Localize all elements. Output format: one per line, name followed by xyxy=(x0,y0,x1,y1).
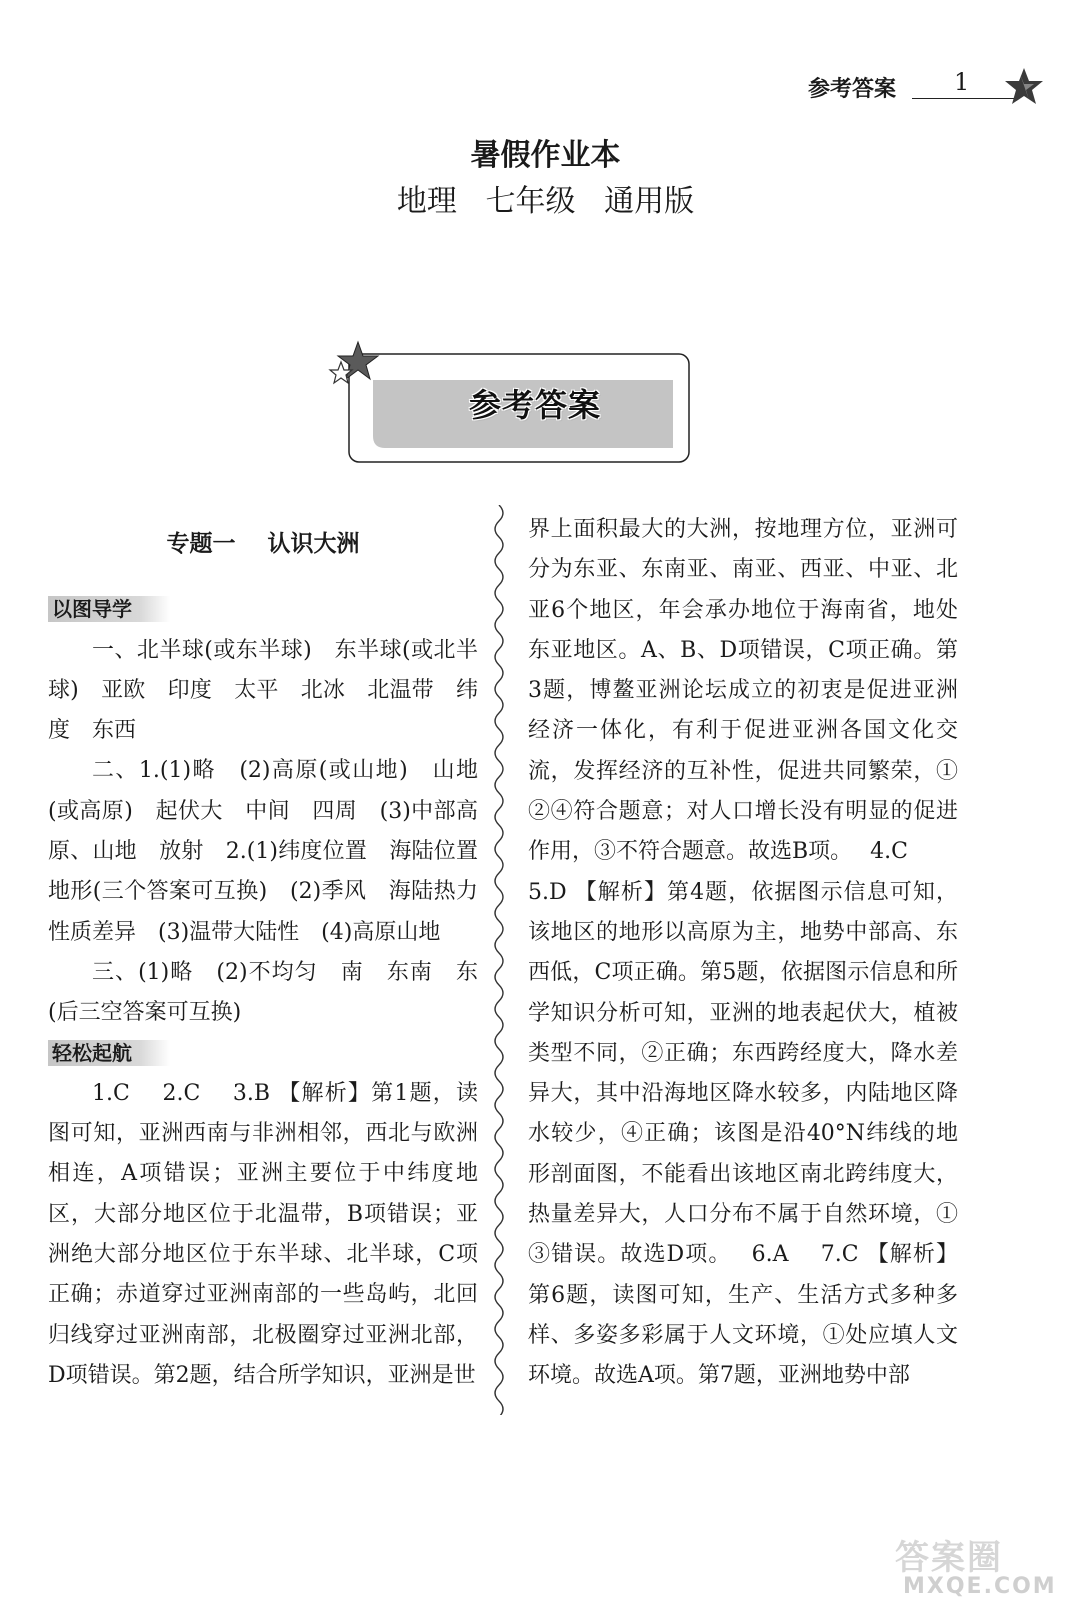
guide-answer-1: 一、北半球(或东半球) 东半球(或北半球) 亚欧 印度 太平 北冰 北温带 纬度 东西 xyxy=(48,637,478,744)
page-header xyxy=(808,66,1048,106)
takeoff-answer-1: 1.C 2.C 3.B 【解析】第1题，读图可知，亚洲西南与非洲相邻，西北与欧洲相连，A项错误；亚洲主要位于中纬度地区，大部分地区位于北温带，B项错误；亚洲绝大部分地区位于东半球、北半球，C项正确；赤道穿过亚洲南部的一些岛屿，北回归线穿过亚洲南部，北极圈穿过亚洲北部，D项错误。第2题，结合所学知识，亚洲是世 xyxy=(48,1080,478,1388)
column-divider-icon xyxy=(488,505,510,1415)
right-answer-1: 界上面积最大的大洲，按地理方位，亚洲可分为东亚、东南亚、南亚、西亚、中亚、北亚6个地区，年会承办地位于海南省，地处东亚地区。A、B、D项错误，C项正确。第3题，博鳌亚洲论坛成立的初衷是促进亚洲经济一体化，有利于促进亚洲各国文化交流，发挥经济的互补性，促进共同繁荣，①②④符合题意；对人口增长没有明显的促进作用，③不符合题意。故选B项。 4.C xyxy=(528,517,958,865)
guide-answer-2: 二、1.(1)略 (2)高原(或山地) 山地(或高原) 起伏大 中间 四周 (3)中部高原、山地 放射 2.(1)纬度位置 海陆位置 地形(三个答案可互换) (2)季风 海陆热力性质差异 (3)温带大陆性 (4)高原山地 xyxy=(48,758,501,945)
header-label: 参考答案 xyxy=(808,77,897,102)
page-number: 1 xyxy=(954,68,970,96)
watermark xyxy=(895,1530,1075,1600)
answer-banner xyxy=(325,330,695,470)
banner-title: 参考答案 xyxy=(468,386,601,424)
guide-answer-3: 三、(1)略 (2)不均匀 南 东南 东(后三空答案可互换) xyxy=(48,959,478,1026)
watermark-logo-text: 答案圈 xyxy=(895,1538,1003,1578)
header-star-icon xyxy=(998,66,1050,110)
book-subtitle: 地理 七年级 通用版 xyxy=(396,184,695,219)
right-answer-2: 5.D 【解析】第4题，依据图示信息可知，该地区的地形以高原为主，地势中部高、东西低，C项正确。第5题，依据图示信息和所学知识分析可知，亚洲的地表起伏大，植被类型不同，②正确；东西跨经度大，降水差异大，其中沿海地区降水较多，内陆地区降水较少，④正确；该图是沿40°N纬线的地形剖面图，不能看出该地区南北跨纬度大，热量差异大，人口分布不属于自然环境，①③错误。故选D项。 6.A 7.C 【解析】第6题，读图可知，生产、生活方式多种多样、多姿多彩属于人文环境，①处应填人文环境。故选A项。第7题，亚洲地势中部 xyxy=(528,879,958,1389)
book-title: 暑假作业本 xyxy=(470,138,621,173)
watermark-url: MXQE.COM xyxy=(903,1574,1057,1599)
section-tag-guide: 以图导学 xyxy=(48,596,170,622)
right-column xyxy=(528,510,958,1397)
left-column xyxy=(48,510,501,1396)
topic-title: 专题一 认识大洲 xyxy=(166,531,360,557)
section-tag-takeoff: 轻松起航 xyxy=(48,1040,170,1066)
